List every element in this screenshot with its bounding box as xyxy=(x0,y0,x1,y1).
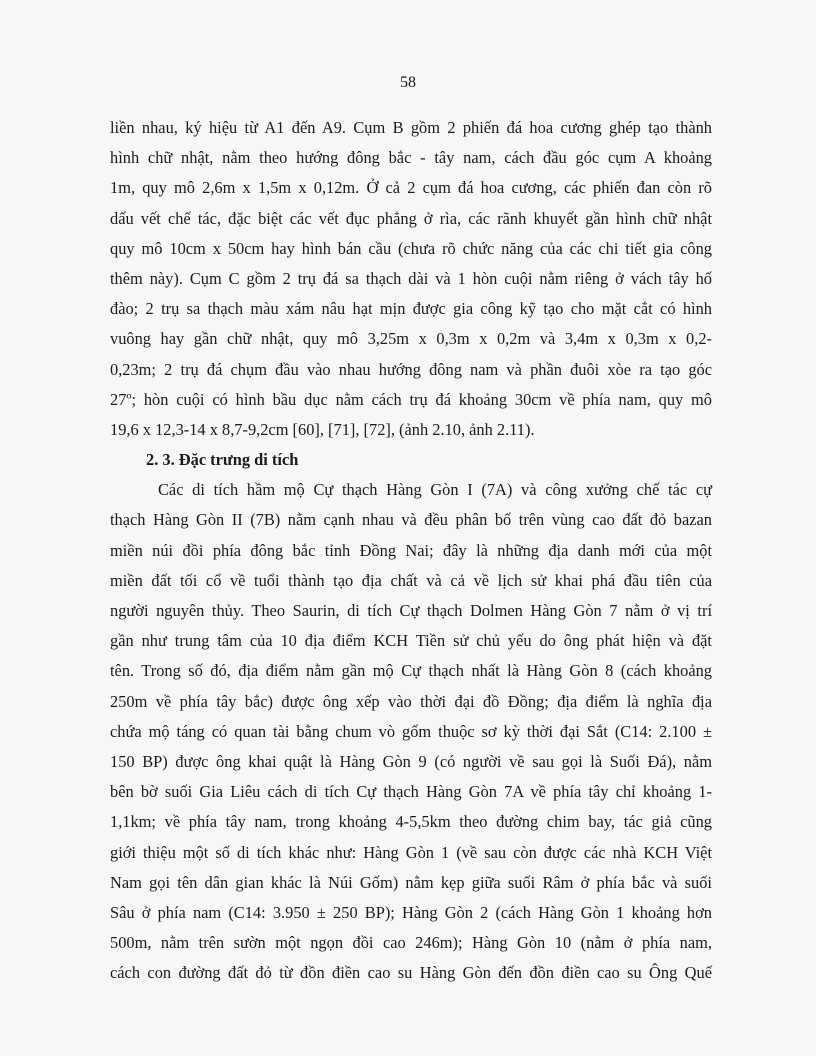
text-line: cách con đường đất đỏ từ đồn điền cao su Hàng Gòn đến đồn điền cao su Ông Quế xyxy=(110,963,712,983)
text-line: tên. Trong số đó, địa điểm nằm gần mộ Cự thạch nhất là Hàng Gòn 8 (cách khoảng xyxy=(110,661,712,681)
text-line: Sâu ở phía nam (C14: 3.950 ± 250 BP); Hàng Gòn 2 (cách Hàng Gòn 1 khoảng hơn xyxy=(110,902,712,922)
text-line: Nam gọi tên dân gian khác là Núi Gốm) nằm kẹp giữa suối Râm ở phía bắc và suối xyxy=(110,872,712,892)
text-line: bên bờ suối Gia Liêu cách di tích Cự thạch Hàng Gòn 7A về phía tây chỉ khoảng 1- xyxy=(110,782,712,802)
page-number: 58 xyxy=(400,74,416,91)
text-line: 150 BP) được ông khai quật là Hàng Gòn 9 (có người về sau gọi là Suối Đá), nằm xyxy=(110,751,712,771)
text-line: người nguyên thủy. Theo Saurin, di tích Cự thạch Dolmen Hàng Gòn 7 nằm ở vị trí xyxy=(110,601,712,620)
text-line: vuông hay gần chữ nhật, quy mô 3,25m x 0,3m x 0,2m và 3,4m x 0,3m x 0,2- xyxy=(110,329,712,349)
text-line: 27º; hòn cuội có hình bầu dục nằm cách trụ đá khoảng 30cm về phía nam, quy mô xyxy=(110,389,712,409)
text-line: thạch Hàng Gòn II (7B) nằm cạnh nhau và đều phân bố trên vùng cao đất đỏ bazan xyxy=(110,510,712,530)
text-line: dấu vết chế tác, đặc biệt các vết đục phẳng ở rìa, các rãnh khuyết gần hình chữ nhật xyxy=(110,208,712,228)
text-line: Các di tích hầm mộ Cự thạch Hàng Gòn I (7A) và công xưởng chế tác cự xyxy=(158,480,712,500)
text-line: 1,1km; về phía tây nam, trong khoảng 4-5,5km theo đường chim bay, tác giả cũng xyxy=(110,812,712,832)
text-line: 250m về phía tây bắc) được ông xếp vào thời đại đồ Đồng; địa điểm là nghĩa địa xyxy=(110,691,712,711)
text-line: chứa mộ táng có quan tài bằng chum vò gốm thuộc sơ kỳ thời đại Sắt (C14: 2.100 ± xyxy=(110,721,712,741)
text-line: giới thiệu một số di tích khác như: Hàng Gòn 1 (về sau còn được các nhà KCH Việt xyxy=(110,842,712,862)
text-line: 500m, nằm trên sườn một ngọn đồi cao 246m); Hàng Gòn 10 (nằm ở phía nam, xyxy=(110,933,712,953)
paragraph-2 xyxy=(110,475,712,988)
text-line: miền đất tối cổ về tuổi thành tạo địa chất và cả về lịch sử khai phá đầu tiên của xyxy=(110,570,712,590)
text-line: 19,6 x 12,3-14 x 8,7-9,2cm [60], [71], [72], (ảnh 2.10, ảnh 2.11). xyxy=(110,419,535,439)
text-line: liền nhau, ký hiệu từ A1 đến A9. Cụm B gồm 2 phiến đá hoa cương ghép tạo thành xyxy=(110,118,712,137)
text-line: quy mô 10cm x 50cm hay hình bán cầu (chưa rõ chức năng của các chi tiết gia công xyxy=(110,238,712,258)
text-line: đào; 2 trụ sa thạch màu xám nâu hạt mịn được gia công kỹ tạo cho mặt cắt có hình xyxy=(110,299,712,319)
document-body xyxy=(110,113,712,988)
paragraph-1 xyxy=(110,113,712,445)
text-line: hình chữ nhật, nằm theo hướng đông bắc - tây nam, cách đầu góc cụm A khoảng xyxy=(110,148,712,168)
text-line: gần như trung tâm của 10 địa điểm KCH Tiền sử chủ yếu do ông phát hiện và đặt xyxy=(110,631,712,651)
text-line: 0,23m; 2 trụ đá chụm đầu vào nhau hướng đông nam và phần đuôi xòe ra tạo góc xyxy=(110,359,712,379)
text-line: 1m, quy mô 2,6m x 1,5m x 0,12m. Ở cả 2 cụm đá hoa cương, các phiến đan còn rõ xyxy=(110,178,712,198)
text-line: thêm này). Cụm C gồm 2 trụ đá sa thạch dài và 1 hòn cuội nằm riêng ở vách tây hố xyxy=(110,268,712,288)
section-heading: 2. 3. Đặc trưng di tích xyxy=(146,450,299,470)
text-line: miền núi đồi phía đông bắc tỉnh Đồng Nai; đây là những địa danh mới của một xyxy=(110,540,712,560)
